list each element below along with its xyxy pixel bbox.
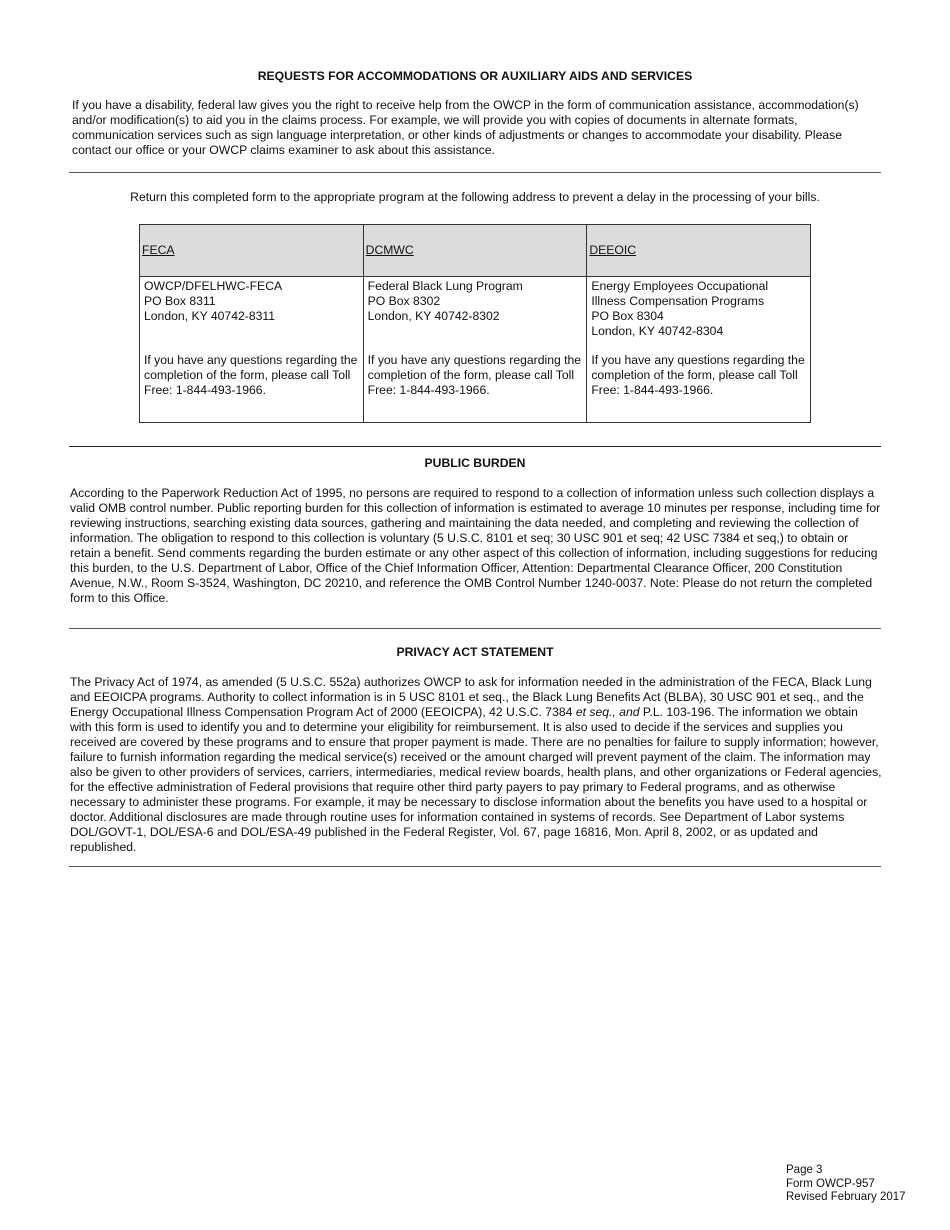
privacy-act-text-part1: The Privacy Act of 1974, as amended (5 U.S.C. 552a) authorizes OWCP to ask for information needed in the administration of the FECA, Black Lung and EEOICPA programs. Authority to collect information is in 5 USC 8101 et seq., the Black Lung Benefits Act (BLBA), 30 USC 901 et seq., and the Energy Occupational Illness Compensation Program Act of 2000 (EEOICPA), 42 U.S.C. 7384 [70, 675, 872, 719]
privacy-act-text [70, 675, 882, 855]
address-line: London, KY 40742-8311 [144, 309, 276, 323]
program-cell-feca [140, 277, 364, 423]
questions-text: If you have any questions regarding the completion of the form, please call Toll Free: 1-844-493-1966. [591, 353, 805, 397]
program-name: DEEOIC [589, 243, 637, 257]
program-cell-dcmwc [363, 277, 587, 423]
privacy-act-text-part2: P.L. 103-196. The information we obtain with this form is used to identify you and to determine your eligibility for reimbursement. It is also used to decide if the services and supplies you received are covered by these programs and to ensure that proper payment is made. There are no penalties for failure to supply information; however, failure to furnish information regarding the medical service(s) received or the amount charged will prevent payment of the claim. The information may also be given to other providers of services, carriers, intermediaries, medical review boards, health plans, and other organizations or Federal agencies, for the effective administration of Federal provisions that require other third party payers to pay primary to Federal programs, and as otherwise necessary to administer these programs. For example, it may be necessary to disclose information about the benefits you have used to a hospital or doctor. Additional disclosures are made through routine uses for information contained in systems of records. See Department of Labor systems DOL/GOVT-1, DOL/ESA-6 and DOL/ESA-49 published in the Federal Register, Vol. 67, page 16816, Mon. April 8, 2002, or as updated and republished. [70, 705, 882, 854]
address-line: Energy Employees Occupational [591, 279, 769, 293]
accommodations-heading: REQUESTS FOR ACCOMMODATIONS OR AUXILIARY AIDS AND SERVICES [257, 69, 693, 83]
divider [69, 866, 881, 867]
privacy-act-heading: PRIVACY ACT STATEMENT [396, 645, 554, 659]
address-line: London, KY 40742-8302 [367, 309, 500, 323]
return-instruction: Return this completed form to the appropriate program at the following address to prevent a delay in the processing of your bills. [130, 190, 820, 204]
public-burden-text: According to the Paperwork Reduction Act of 1995, no persons are required to respond to a collection of information unless such collection displays a valid OMB control number. Public reporting burden for this collection of information is estimated to average 10 minutes per response, including time for reviewing instructions, searching existing data sources, gathering and maintaining the data needed, and completing and reviewing the collection of information. The obligation to respond to this collection is voluntary (5 U.S.C. 8101 et seq; 30 USC 901 et seq; 42 USC 7384 et seq,) to obtain or retain a benefit. Send comments regarding the burden estimate or any other aspect of this collection of information, including suggestions for reducing this burden, to the U.S. Department of Labor, Office of the Chief Information Officer, Attention: Departmental Clearance Officer, 200 Constitution Avenue, N.W., Room S-3524, Washington, DC 20210, and reference the OMB Control Number 1240-0037. Note: Please do not return the completed form to this Office. [70, 486, 881, 605]
address-line: PO Box 8302 [367, 294, 441, 308]
address-line: PO Box 8311 [144, 294, 216, 308]
accommodations-text: If you have a disability, federal law gives you the right to receive help from the OWCP in the form of communication assistance, accommodation(s) and/or modification(s) to aid you in the claims process. For example, we will provide you with copies of documents in alternate formats, communication services such as sign language interpretation, or other kinds of adjustments or changes to accommodate your disability. Please contact our office or your OWCP claims examiner to ask about this assistance. [72, 98, 859, 157]
privacy-act-text-italic: et seq., and [575, 705, 640, 719]
program-header-feca [140, 225, 364, 277]
page-footer [786, 1164, 906, 1205]
address-line: PO Box 8304 [591, 309, 664, 323]
program-name: FECA [142, 243, 175, 257]
address-line: Federal Black Lung Program [367, 279, 523, 293]
address-line: London, KY 40742-8304 [591, 324, 724, 338]
program-address-table [139, 224, 811, 423]
divider [69, 628, 881, 629]
divider [69, 172, 881, 173]
questions-text: If you have any questions regarding the completion of the form, please call Toll Free: 1-844-493-1966. [144, 353, 358, 397]
page-number: Page 3 [786, 1164, 823, 1176]
address-line: OWCP/DFELHWC-FECA [144, 279, 283, 293]
program-header-deeoic [587, 225, 811, 277]
program-name: DCMWC [365, 243, 414, 257]
revision-date: Revised February 2017 [786, 1191, 906, 1203]
program-cell-deeoic [587, 277, 811, 423]
divider [69, 446, 881, 447]
address-line: Illness Compensation Programs [591, 294, 765, 308]
program-header-dcmwc [363, 225, 587, 277]
public-burden-heading: PUBLIC BURDEN [424, 456, 526, 470]
form-number: Form OWCP-957 [786, 1177, 875, 1190]
questions-text: If you have any questions regarding the completion of the form, please call Toll Free: 1-844-493-1966. [367, 353, 582, 397]
